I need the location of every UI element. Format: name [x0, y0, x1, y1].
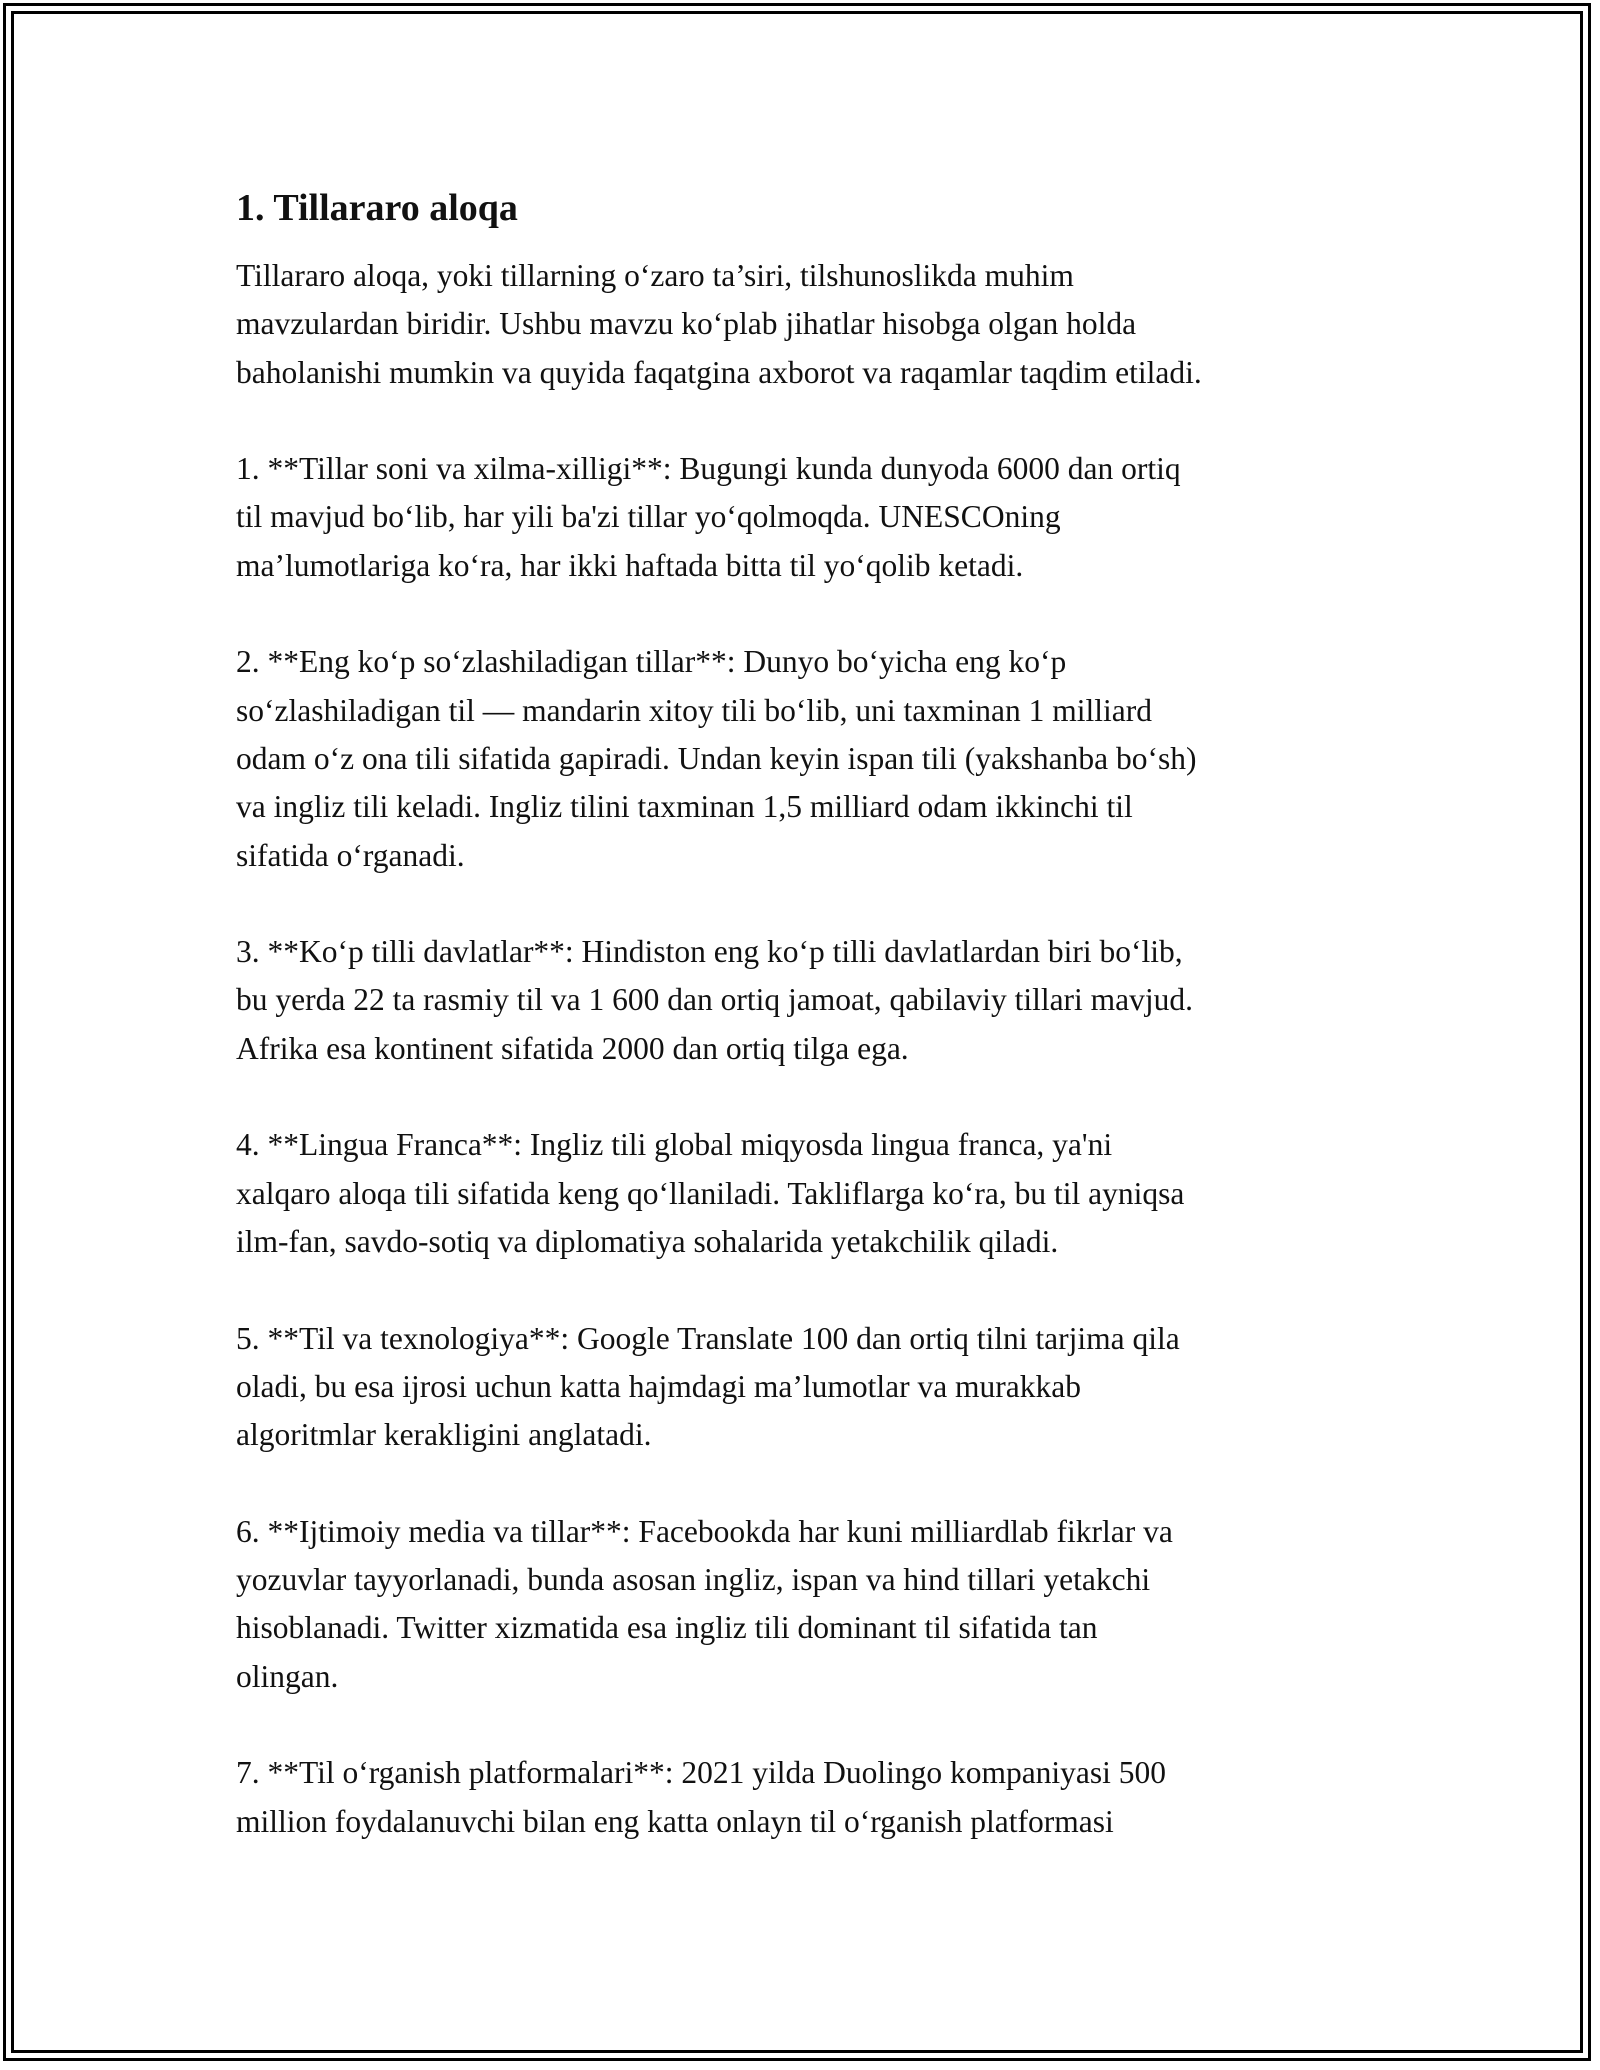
text-line: olingan. [236, 1658, 339, 1694]
list-item-3-paragraph [236, 928, 1396, 1073]
list-item-1-paragraph [236, 445, 1396, 590]
section-heading: 1. Tillararo aloqa [236, 187, 518, 229]
text-line: hisoblanadi. Twitter xizmatida esa ingliz tili dominant til sifatida tan [236, 1610, 1098, 1646]
text-line: ma’lumotlariga ko‘ra, har ikki haftada bitta til yo‘qolib ketadi. [236, 547, 1024, 583]
text-line: til mavjud bo‘lib, har yili ba'zi tillar yo‘qolmoqda. UNESCOning [236, 499, 1061, 535]
list-item-2-paragraph [236, 638, 1396, 879]
document-body [236, 186, 1396, 1894]
intro-paragraph [236, 252, 1396, 397]
text-line: 1. **Tillar soni va xilma-xilligi**: Bugungi kunda dunyoda 6000 dan ortiq [236, 451, 1181, 487]
text-line: odam o‘z ona tili sifatida gapiradi. Undan keyin ispan tili (yakshanba bo‘sh) [236, 740, 1197, 776]
text-line: algoritmlar kerakligini anglatadi. [236, 1417, 652, 1453]
text-line: 4. **Lingua Franca**: Ingliz tili global miqyosda lingua franca, ya'ni [236, 1127, 1113, 1163]
text-line: yozuvlar tayyorlanadi, bunda asosan ingliz, ispan va hind tillari yetakchi [236, 1562, 1151, 1598]
text-line: sifatida o‘rganadi. [236, 837, 465, 873]
text-line: 5. **Til va texnologiya**: Google Translate 100 dan ortiq tilni tarjima qila [236, 1320, 1180, 1356]
text-line: mavzulardan biridir. Ushbu mavzu ko‘plab jihatlar hisobga olgan holda [236, 306, 1137, 342]
list-item-5-paragraph [236, 1315, 1396, 1460]
text-line: Afrika esa kontinent sifatida 2000 dan ortiq tilga ega. [236, 1030, 909, 1066]
list-item-6-paragraph [236, 1508, 1396, 1701]
text-line: oladi, bu esa ijrosi uchun katta hajmdagi ma’lumotlar va murakkab [236, 1368, 1082, 1404]
list-item-4-paragraph [236, 1121, 1396, 1266]
text-line: so‘zlashiladigan til — mandarin xitoy tili bo‘lib, uni taxminan 1 milliard [236, 692, 1152, 728]
text-line: 6. **Ijtimoiy media va tillar**: Facebookda har kuni milliardlab fikrlar va [236, 1513, 1173, 1549]
text-line: baholanishi mumkin va quyida faqatgina axborot va raqamlar taqdim etiladi. [236, 354, 1202, 390]
text-line: million foydalanuvchi bilan eng katta onlayn til o‘rganish platformasi [236, 1803, 1114, 1839]
text-line: Tillararo aloqa, yoki tillarning o‘zaro ta’siri, tilshunoslikda muhim [236, 258, 1074, 293]
text-line: bu yerda 22 ta rasmiy til va 1 600 dan ortiq jamoat, qabilaviy tillari mavjud. [236, 982, 1194, 1018]
text-line: va ingliz tili keladi. Ingliz tilini taxminan 1,5 milliard odam ikkinchi til [236, 789, 1133, 825]
list-item-7-paragraph [236, 1749, 1396, 1846]
text-line: ilm-fan, savdo-sotiq va diplomatiya sohalarida yetakchilik qiladi. [236, 1223, 1059, 1259]
text-line: 7. **Til o‘rganish platformalari**: 2021 yilda Duolingo kompaniyasi 500 [236, 1755, 1167, 1791]
text-line: 2. **Eng ko‘p so‘zlashiladigan tillar**: Dunyo bo‘yicha eng ko‘p [236, 644, 1067, 680]
text-line: xalqaro aloqa tili sifatida keng qo‘llaniladi. Takliflarga ko‘ra, bu til ayniqsa [236, 1175, 1185, 1211]
text-line: 3. **Ko‘p tilli davlatlar**: Hindiston eng ko‘p tilli davlatlardan biri bo‘lib, [236, 934, 1183, 970]
